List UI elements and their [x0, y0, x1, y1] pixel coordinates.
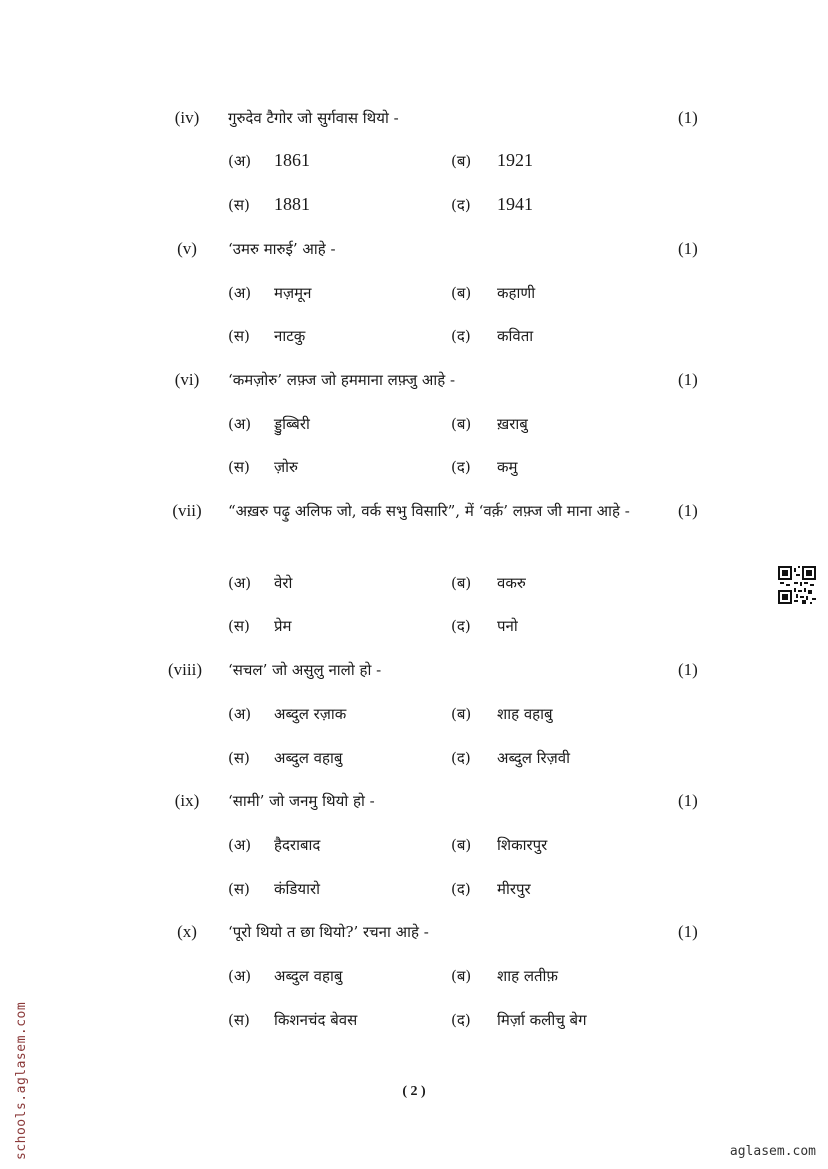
question-number: (vi): [174, 370, 200, 389]
question-marks: (1): [678, 108, 698, 127]
option-c: (स) नाटकु: [228, 327, 306, 345]
question-marks: (1): [678, 501, 698, 520]
option-a: (अ) अब्दुल रज़ाक: [228, 705, 347, 723]
option-c: (स) कंडियारो: [228, 880, 321, 898]
option-b: (ब) कहाणी: [451, 284, 536, 302]
question-marks: (1): [678, 922, 698, 941]
question-text: ‘पूरो थियो त छा थियो?’ रचना आहे -: [228, 923, 429, 941]
question-text: ‘सचल’ जो असुलु नालो हो -: [228, 661, 382, 679]
question-marks: (1): [678, 370, 698, 389]
option-c: (स) किशनचंद बेवस: [228, 1011, 358, 1029]
option-b: (ब) शिकारपुर: [451, 836, 548, 854]
question-number: (x): [177, 922, 197, 941]
question-text: गुरुदेव टैगोर जो सुर्गवास थियो -: [228, 109, 399, 127]
option-b: (ब) शाह वहाबु: [451, 705, 553, 723]
question-text: ‘सामी’ जो जनमु थियो हो -: [228, 792, 375, 810]
question-text: ‘कमज़ोरु’ लफ़्ज जो हममाना लफ़्जु आहे -: [228, 371, 456, 389]
option-d: (द) पनो: [451, 617, 518, 635]
side-watermark: schools.aglasem.com: [14, 1001, 29, 1160]
option-a: (अ) वेरो: [228, 574, 293, 592]
page-number: ( 2 ): [402, 1084, 426, 1099]
option-d: (द) मिर्ज़ा कलीचु बेग: [451, 1011, 587, 1029]
question-number: (iv): [174, 108, 200, 127]
footer-watermark: aglasem.com: [729, 1144, 816, 1159]
question-number: (vii): [172, 501, 202, 520]
option-c: (स) ज़ोरु: [228, 458, 298, 476]
question-text: ‘उमरु मारुई’ आहे -: [228, 240, 336, 258]
option-d: (द) मीरपुर: [451, 880, 531, 898]
option-a: (अ) ड्डुब्बिरी: [228, 415, 310, 433]
question-marks: (1): [678, 660, 698, 679]
option-a: (अ) मज़मून: [228, 284, 312, 302]
option-d: (द) 1941: [451, 194, 533, 214]
option-a: (अ) 1861: [228, 150, 310, 170]
option-a: (अ) अब्दुल वहाबु: [228, 967, 343, 985]
option-d: (द) कमु: [451, 458, 518, 476]
question-marks: (1): [678, 791, 698, 810]
question-text: “अख़रु पढ़ु अलिफ जो, वर्क सभु विसारि”, में ‘वर्क़’ लफ़्ज जी माना आहे -: [228, 502, 630, 520]
option-d: (द) कविता: [451, 327, 534, 345]
question-marks: (1): [678, 239, 698, 258]
option-c: (स) अब्दुल वहाबु: [228, 749, 343, 767]
question-number: (ix): [174, 791, 200, 810]
option-c: (स) प्रेम: [228, 617, 292, 635]
option-b: (ब) ख़राबु: [451, 415, 528, 433]
question-number: (viii): [168, 660, 202, 679]
option-c: (स) 1881: [228, 194, 310, 214]
option-d: (द) अब्दुल रिज़वी: [451, 749, 571, 767]
question-number: (v): [177, 239, 197, 258]
option-a: (अ) हैदराबाद: [228, 836, 321, 854]
qr-code-icon: [778, 566, 816, 604]
option-b: (ब) शाह लतीफ़: [451, 967, 558, 985]
option-b: (ब) वकरु: [451, 574, 526, 592]
option-b: (ब) 1921: [451, 150, 533, 170]
